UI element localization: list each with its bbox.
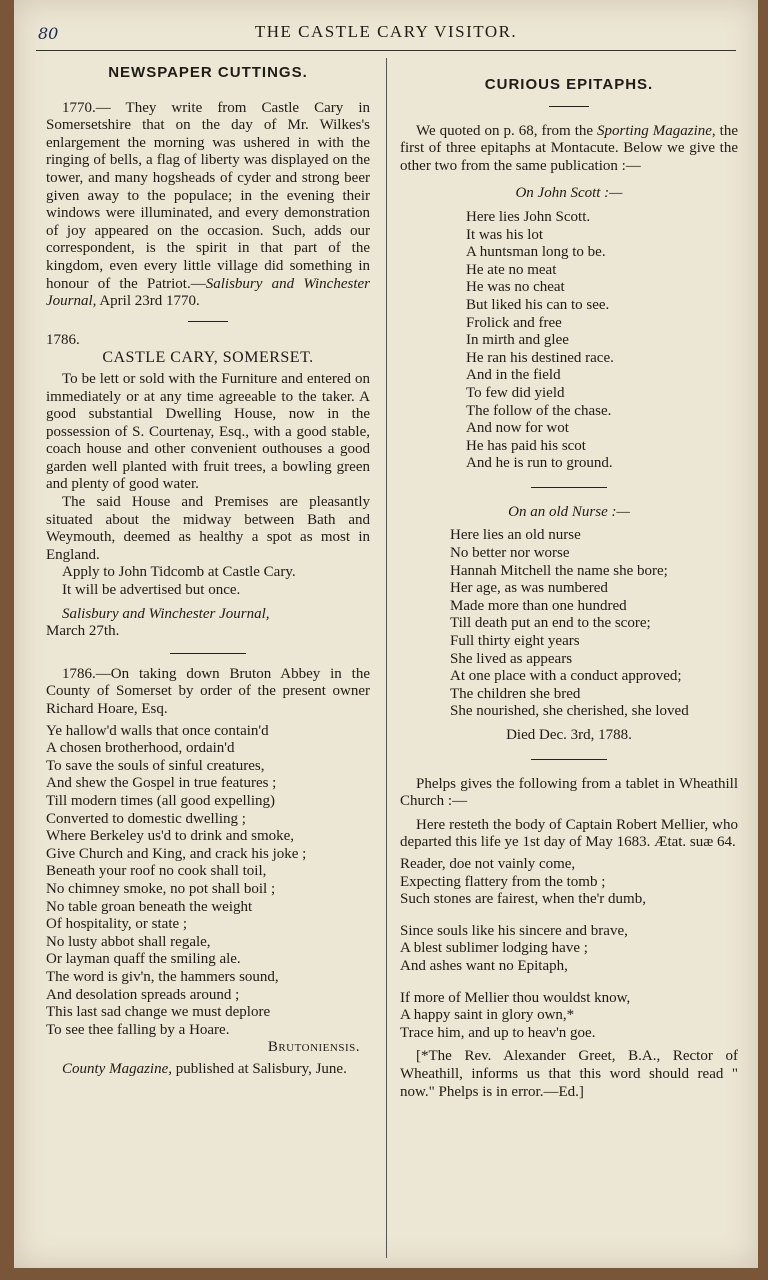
poem-line: Or layman quaff the smiling ale. — [46, 951, 241, 968]
editor-footnote: [*The Rev. Alexander Greet, B.A., Rector of Wheathill, informs us that this word should read " now." Phelps is in error.—Ed.] — [400, 1048, 738, 1100]
epitaph-john-scott — [400, 209, 738, 473]
poem-line: A chosen brotherhood, ordain'd — [46, 740, 235, 757]
poem-line: Of hospitality, or state ; — [46, 916, 188, 933]
epitaph-line: Frolick and free — [466, 314, 562, 331]
cutting-1786-para1: To be lett or sold with the Furniture and entered on immediately or at any time agreeable to the taker. A good substantial Dwelling House, now in the possession of S. Courtenay, Esq., with a good stable, coach house and other convenient outhouses a good garden well planted with fruit trees, a bowling green and plenty of good water. — [46, 370, 370, 493]
epitaph-line: At one place with a conduct approved; — [450, 668, 682, 685]
cutting-1770 — [46, 100, 370, 311]
poem-line: No lusty abbot shall regale, — [46, 933, 211, 950]
curious-epitaphs-heading: CURIOUS EPITAPHS. — [484, 76, 654, 93]
wheathill-verse-1 — [400, 856, 738, 909]
county-magazine-source: County Magazine, — [62, 1060, 172, 1077]
tablet-line: Since souls like his sincere and brave, — [400, 922, 628, 939]
cutting-1786-title: CASTLE CARY, SOMERSET. — [102, 349, 314, 367]
cutting-1770-source: Salisbury and Winchester Journal, — [46, 275, 370, 310]
tablet-line: If more of Mellier thou wouldst know, — [400, 989, 631, 1006]
epitaphs-intro — [400, 123, 738, 176]
county-magazine-rest: published at Salisbury, June. — [172, 1060, 347, 1077]
poem-signature: Brutoniensis. — [267, 1039, 360, 1056]
cutting-1786-para4: It will be advertised but once. — [62, 582, 241, 599]
epitaphs-intro-a: We quoted on p. 68, from the — [416, 122, 598, 139]
epitaph-john-scott-title: On John Scott :— — [515, 185, 623, 202]
poem-line: This last sad change we must deplore — [46, 1004, 271, 1021]
poem-line: Give Church and King, and crack his joke ; — [46, 845, 307, 862]
poem-line: Ye hallow'd walls that once contain'd — [46, 722, 269, 739]
poem-line: No chimney smoke, no pot shall boil ; — [46, 880, 276, 897]
epitaph-line: He ran his destined race. — [466, 349, 614, 366]
epitaph-line: Hannah Mitchell the name she bore; — [450, 562, 668, 579]
epitaph-line: Till death put an end to the score; — [450, 615, 651, 632]
epitaph-line: To few did yield — [466, 384, 565, 401]
poem-line: Converted to domestic dwelling ; — [46, 810, 246, 827]
wheathill-verse-2 — [400, 923, 738, 976]
bruton-abbey-poem — [46, 723, 370, 1040]
epitaph-line: In mirth and glee — [466, 332, 569, 349]
running-title: THE CASTLE CARY VISITOR. — [254, 22, 518, 41]
newspaper-cuttings-heading: NEWSPAPER CUTTINGS. — [108, 64, 308, 81]
epitaph-line: He was no cheat — [466, 279, 565, 296]
tablet-line: Such stones are fairest, when the'r dumb, — [400, 891, 646, 908]
wheathill-intro: Phelps gives the following from a tablet in Wheathill Church :— — [400, 775, 738, 810]
epitaph-old-nurse-title: On an old Nurse :— — [508, 503, 630, 520]
cutting-1770-date: April 23rd 1770. — [96, 293, 200, 310]
epitaph-line: Full thirty eight years — [450, 633, 580, 650]
poem-line: And shew the Gospel in true features ; — [46, 775, 277, 792]
epitaph-line: She nourished, she cherished, she loved — [450, 703, 689, 720]
epitaph-line: He has paid his scot — [466, 437, 586, 454]
tablet-line: Trace him, and up to heav'n goe. — [400, 1024, 596, 1041]
cutting-1786-para3: Apply to John Tidcomb at Castle Cary. — [62, 564, 296, 581]
divider-dash — [188, 321, 228, 322]
poem-line: To save the souls of sinful creatures, — [46, 757, 265, 774]
epitaph-line: Made more than one hundred — [450, 597, 627, 614]
epitaph-line: No better nor worse — [450, 545, 570, 562]
divider-rule — [170, 653, 246, 654]
poem-line: And desolation spreads around ; — [46, 986, 240, 1003]
tablet-line: A blest sublimer lodging have ; — [400, 940, 588, 957]
right-column — [400, 64, 738, 1101]
poem-line: No table groan beneath the weight — [46, 898, 253, 915]
divider-rule — [531, 487, 607, 488]
divider-rule — [531, 759, 607, 760]
sporting-magazine-title: Sporting Magazine, — [597, 122, 716, 139]
epitaph-line: The follow of the chase. — [466, 402, 612, 419]
tablet-line: Expecting flattery from the tomb ; — [400, 873, 606, 890]
divider-dash — [549, 106, 589, 107]
county-magazine-credit — [46, 1061, 370, 1079]
epitaph-line: But liked his can to see. — [466, 296, 610, 313]
epitaph-line: And he is run to ground. — [466, 455, 613, 472]
epitaphs-intro-b: the first of three epitaphs at Montacute. Below we give the other two from the same publication :— — [400, 122, 738, 174]
poem-line: The word is giv'n, the hammers sound, — [46, 968, 279, 985]
epitaph-line: She lived as appears — [450, 650, 573, 667]
epitaph-line: Here lies John Scott. — [466, 208, 591, 225]
cutting-1786-source: Salisbury and Winchester Journal, — [62, 605, 270, 622]
epitaph-line: Her age, as was numbered — [450, 580, 608, 597]
left-column — [46, 64, 370, 1078]
poem-line: To see thee falling by a Hoare. — [46, 1021, 230, 1038]
page-number: 80 — [38, 24, 59, 43]
poem-line: Beneath your roof no cook shall toil, — [46, 863, 267, 880]
epitaph-line: He ate no meat — [466, 261, 557, 278]
column-divider — [386, 58, 387, 1258]
cutting-1770-text: 1770.— They write from Castle Cary in Somersetshire that on the day of Mr. Wilkes's enlargement the morning was ushered in with the ringing of bells, a flag of liberty was displayed on the tower, and many hogsheads of cyder and strong beer given away to the populace; in the evening their windows were illuminated, and every demonstration of joy appeared on the occasion. Such, adds our correspondent, is the spirit in that part of the kingdom, even every little village did something in honour of the Patriot.— — [46, 99, 370, 292]
epitaph-line: Here lies an old nurse — [450, 527, 581, 544]
epitaph-line: And in the field — [466, 367, 561, 384]
tablet-line: Reader, doe not vainly come, — [400, 855, 576, 872]
tablet-line: And ashes want no Epitaph, — [400, 957, 568, 974]
cutting-1786-year: 1786. — [46, 331, 80, 348]
epitaph-line: And now for wot — [466, 420, 569, 437]
cutting-1786-para2: The said House and Premises are pleasantly situated about the midway between Bath and Weymouth, deemed as healthy a spot as most in England. — [46, 494, 370, 563]
bruton-abbey-intro: 1786.—On taking down Bruton Abbey in the County of Somerset by order of the present owner Richard Hoare, Esq. — [46, 665, 370, 717]
wheathill-tablet-body: Here resteth the body of Captain Robert Mellier, who departed this life ye 1st day of May 1683. Ætat. suæ 64. — [400, 816, 738, 851]
header-rule — [36, 50, 736, 51]
tablet-line: A happy saint in glory own,* — [400, 1007, 575, 1024]
poem-line: Till modern times (all good expelling) — [46, 792, 276, 809]
nurse-died-date: Died Dec. 3rd, 1788. — [506, 727, 632, 743]
poem-line: Where Berkeley us'd to drink and smoke, — [46, 828, 295, 845]
journal-page — [14, 0, 758, 1268]
wheathill-verse-3 — [400, 990, 738, 1043]
epitaph-old-nurse — [400, 527, 738, 721]
cutting-1786-date: March 27th. — [46, 623, 120, 640]
epitaph-line: A huntsman long to be. — [466, 244, 606, 261]
epitaph-line: The children she bred — [450, 685, 581, 702]
epitaph-line: It was his lot — [466, 226, 544, 243]
